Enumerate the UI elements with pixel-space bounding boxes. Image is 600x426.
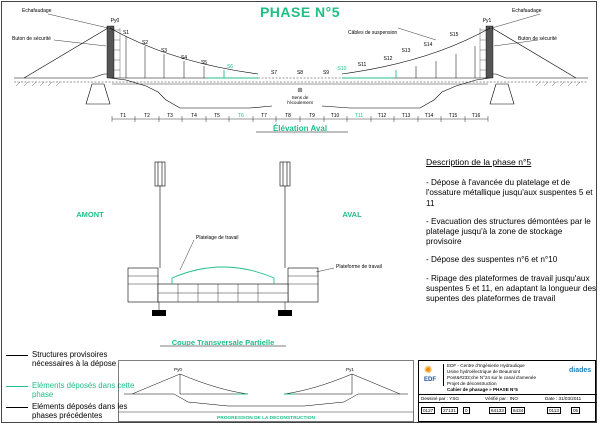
label-buton-right: Buton de sécurité bbox=[518, 36, 557, 42]
pylon-label-left: Py0 bbox=[110, 18, 120, 24]
label-buton-left: Buton de sécurité bbox=[12, 36, 51, 42]
suspente-s11: S11 bbox=[357, 62, 367, 68]
suspente-s3: S3 bbox=[160, 48, 168, 54]
travee-t16: T16 bbox=[471, 113, 481, 119]
code-6: 0113 bbox=[549, 408, 559, 413]
suspente-s13: S13 bbox=[401, 48, 411, 54]
pylon-label-right: Py1 bbox=[482, 18, 492, 24]
travee-t4: T4 bbox=[191, 113, 197, 119]
page-title: PHASE N°5 bbox=[259, 4, 341, 20]
travee-t10: T10 bbox=[330, 113, 340, 119]
edf-sun-icon: ✺ bbox=[424, 365, 433, 376]
dessine-par: Dessiné par : YSG bbox=[421, 396, 459, 401]
cahier-line: Cahier de phasage » PHASE N°5 bbox=[447, 387, 518, 392]
progress-diagram bbox=[118, 360, 414, 422]
suspente-s2: S2 bbox=[141, 40, 149, 46]
org-line-1: EDF - Centre d'Ingénierie Hydraulique bbox=[447, 363, 525, 368]
edf-logo: ✺ EDF bbox=[421, 364, 444, 386]
label-cables: Câbles de suspension bbox=[348, 30, 398, 36]
travee-t2: T2 bbox=[144, 113, 150, 119]
code-1: 0127 bbox=[423, 408, 434, 413]
verifie-par: Vérifié par : INO bbox=[485, 396, 518, 401]
label-aval: AVAL bbox=[342, 210, 362, 219]
label-amont: AMONT bbox=[76, 210, 104, 219]
suspente-s12: S12 bbox=[383, 56, 393, 62]
code-5: 6434 bbox=[513, 408, 524, 413]
description-item-4: - Ripage des plateformes de travail jusqu'aux suspentes 5 et 11, en adaptant la longueur des supentes des plateformes de travail bbox=[426, 273, 597, 304]
description-item-1: - Dépose à l'avancée du platelage et de l'ossature métallique jusqu'aux suspentes 5 et 11 bbox=[426, 178, 593, 208]
code-7: 05 bbox=[573, 408, 579, 413]
travee-t1: T1 bbox=[120, 113, 126, 119]
travee-t14: T14 bbox=[424, 113, 434, 119]
progress-label: PROGRESSION DE LA DECONSTRUCTION bbox=[217, 416, 315, 421]
travee-t6: T6 bbox=[238, 113, 244, 119]
description-item-3: - Dépose des suspentes n°6 et n°10 bbox=[426, 255, 558, 265]
code-4: 64133 bbox=[491, 408, 504, 413]
title-block bbox=[418, 360, 596, 422]
description-item-2: - Evacuation des structures démontées par le platelage jusqu'à la zone de stockage provisoire bbox=[426, 216, 591, 247]
travee-t11: T11 bbox=[354, 113, 364, 119]
suspente-s10: S10 bbox=[337, 66, 347, 72]
travee-t13: T13 bbox=[401, 113, 411, 119]
description-heading: Description de la phase n°5 bbox=[426, 157, 532, 167]
suspente-s9: S9 bbox=[322, 70, 330, 76]
org-line-3: Pont&#233;che N°24 sur le canal d'amenée bbox=[447, 375, 537, 380]
code-3: 0 bbox=[465, 408, 468, 413]
travee-t12: T12 bbox=[377, 113, 387, 119]
label-sens-2: l'écoulement bbox=[287, 100, 313, 105]
date-field: Date : 31/03/2011 bbox=[545, 396, 582, 401]
progress-py0: Py0 bbox=[174, 367, 182, 372]
suspente-s1: S1 bbox=[122, 30, 130, 36]
suspente-s8: S8 bbox=[296, 70, 304, 76]
org-line-2: Usine hydroélectrique de Beaumont bbox=[447, 369, 521, 374]
elevation-drawing bbox=[0, 0, 600, 150]
progress-py1: Py1 bbox=[346, 367, 354, 372]
suspente-s4: S4 bbox=[180, 55, 188, 61]
label-sens-1: Sens de bbox=[291, 95, 309, 100]
travee-t5: T5 bbox=[214, 113, 220, 119]
section-title: Coupe Transversale Partielle bbox=[171, 338, 275, 347]
travee-t3: T3 bbox=[167, 113, 173, 119]
phase-description bbox=[426, 157, 598, 312]
suspente-s14: S14 bbox=[423, 42, 433, 48]
label-plateforme: Plateforme de travail bbox=[336, 264, 382, 270]
diades-logo: diades bbox=[569, 367, 592, 374]
travee-t15: T15 bbox=[448, 113, 458, 119]
suspente-s15: S15 bbox=[449, 32, 459, 38]
travee-t7: T7 bbox=[261, 113, 267, 119]
travee-t8: T8 bbox=[285, 113, 291, 119]
projet-line: Projet de déconstruction bbox=[447, 381, 497, 386]
suspente-s6: S6 bbox=[226, 64, 234, 70]
elevation-title: Élévation Aval bbox=[272, 124, 328, 133]
label-echafaudage-right: Echafaudage bbox=[512, 8, 542, 14]
suspente-s5: S5 bbox=[200, 60, 208, 66]
travee-t9: T9 bbox=[309, 113, 315, 119]
label-echafaudage-left: Echafaudage bbox=[22, 8, 52, 14]
code-2: 27131 bbox=[443, 408, 456, 413]
label-platelage: Platelage de travail bbox=[196, 235, 239, 241]
cross-section-drawing bbox=[0, 150, 420, 350]
suspente-s7: S7 bbox=[270, 70, 278, 76]
